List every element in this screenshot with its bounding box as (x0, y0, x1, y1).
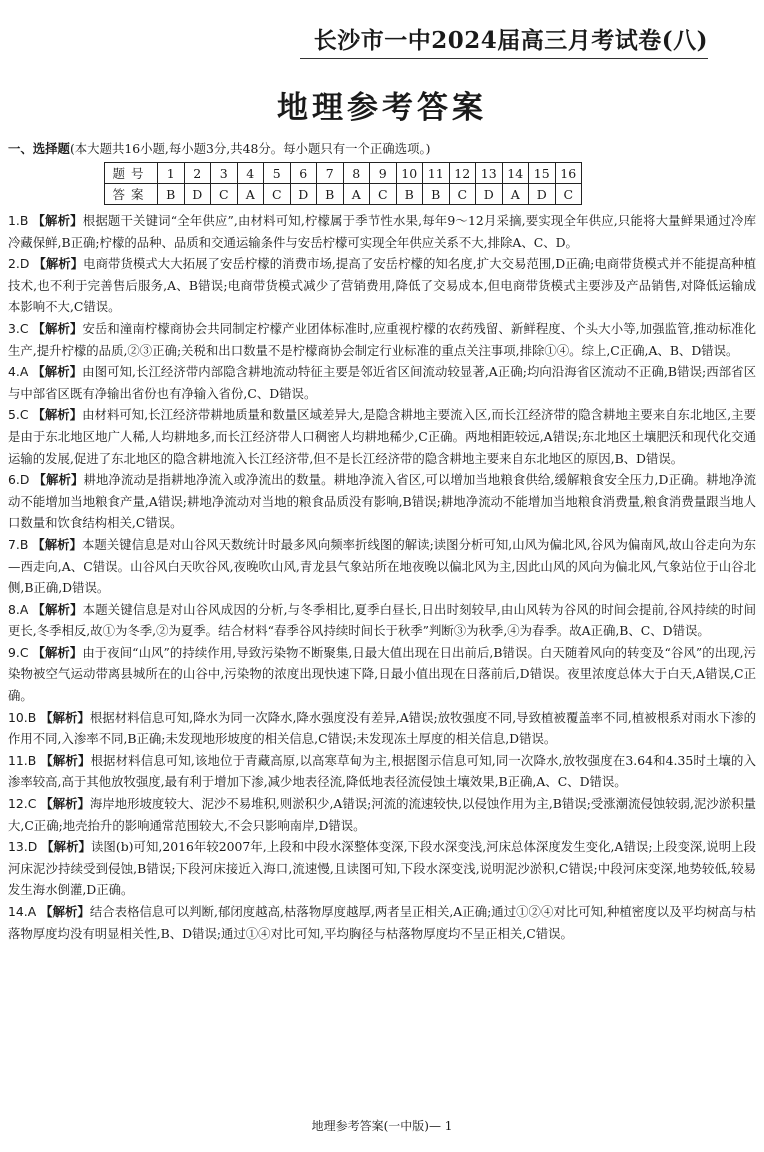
item-text: 由图可知,长江经济带内部隐含耕地流动特征主要是邻近省区间流动较显著,A正确;均向沿海省区流动不正确,B错误;西部省区与中部省区既有净输出省份也有净输入省份,C、D错误。 (8, 364, 757, 401)
explanation-item (8, 210, 756, 253)
question-number-cell: 12 (449, 163, 476, 184)
analysis-tag: 【解析】 (40, 709, 90, 725)
explanation-item (8, 534, 756, 599)
explanation-item (8, 469, 756, 534)
analysis-tag: 【解析】 (32, 213, 83, 228)
question-number-cell: 7 (317, 163, 344, 184)
question-number-cell: 16 (555, 163, 582, 184)
question-number-cell: 3 (211, 163, 238, 184)
question-number-cell: 14 (502, 163, 529, 184)
item-text: 由于夜间“山风”的持续作用,导致污染物不断聚集,日最大值出现在日出前后,B错误。白天随着风向的转变及“谷风”的出现,污染物被空气运动带离县城所在的山谷中,污染物的浓度出现快速下降,日最小值出现在日落前后,D错误。夜里浓度总体大于白天,A错误,C正确。 (8, 644, 756, 704)
question-number-cell: 10 (396, 163, 423, 184)
answer-cell: C (211, 184, 238, 205)
answer-row (105, 184, 582, 205)
page-footer: 地理参考答案(一中版)— 1 (311, 1119, 453, 1133)
doc-title: 地理参考答案 (277, 90, 487, 126)
item-text: 由材料可知,长江经济带耕地质量和数量区域差异大,是隐含耕地主要流入区,而长江经济带的隐含耕地主要来自东北地区,主要是由于东北地区地广人稀,人均耕地多,而长江经济带人口稠密人均耕地稀少,C正确。两地相距较远,A错误;东北地区土壤肥沃和现代化交通运输的发展,促进了东北地区的隐含耕地流入长江经济带,但不是长江经济带的隐含耕地主要来自东北地区的原因,B、D错误。 (8, 407, 756, 466)
answer-cell: B (158, 184, 185, 205)
answer-cell: C (370, 184, 397, 205)
explanation-item (8, 642, 756, 707)
item-number: 8.A (8, 601, 29, 617)
answer-cell: D (529, 184, 556, 205)
item-text: 安岳和潼南柠檬商协会共同制定柠檬产业团体标准时,应重视柠檬的农药残留、新鲜程度、个头大小等,加强监管,推动标准化生产,提升柠檬的品质,②③正确;关税和出口数量不是柠檬商协会制定行业标准的重点关注事项,排除①④。综上,C正确,A、B、D错误。 (8, 320, 756, 358)
item-number: 1.B (8, 213, 29, 228)
question-number-cell: 2 (184, 163, 211, 184)
explanation-item (8, 361, 756, 404)
question-number-cell: 15 (529, 163, 556, 184)
item-number: 2.D (8, 256, 30, 272)
explanation-item (8, 318, 756, 361)
item-number: 4.A (8, 364, 29, 380)
answer-cell: A (237, 184, 264, 205)
explanation-item (8, 404, 756, 469)
analysis-tag: 【解析】 (40, 904, 90, 919)
section-label: 一、选择题 (8, 141, 70, 156)
item-number: 7.B (8, 536, 29, 552)
analysis-tag: 【解析】 (32, 601, 83, 617)
section-note: (本大题共16小题,每小题3分,共48分。每小题只有一个正确选项。) (69, 141, 431, 156)
analysis-tag: 【解析】 (41, 839, 91, 855)
explanation-item (8, 793, 756, 836)
question-number-cell: 4 (237, 163, 264, 184)
question-number-cell: 9 (370, 163, 397, 184)
item-number: 12.C (8, 796, 37, 812)
row-label-answer: 答案 (105, 184, 158, 205)
analysis-tag: 【解析】 (32, 536, 82, 552)
question-number-cell: 11 (423, 163, 450, 184)
analysis-tag: 【解析】 (33, 256, 84, 272)
answer-cell: D (476, 184, 503, 205)
answer-cell: A (343, 184, 370, 205)
item-text: 本题关键信息是对山谷风成因的分析,与冬季相比,夏季白昼长,日出时刻较早,由山风转为谷风的时间会提前,谷风持续的时间更长,冬季相反,故①为冬季,②为夏季。结合材料“春季谷风持续时间长于秋季”判断③为秋季,④为春季。故A正确,B、C、D错误。 (8, 601, 756, 639)
item-text: 读图(b)可知,2016年较2007年,上段和中段水深整体变深,下段水深变浅,河床总体深度发生变化,A错误;上段变深,说明上段河床泥沙持续受到侵蚀,B错误;下段河床接近入海口,流速慢,且读图可知,下段水深变浅,说明泥沙淤积,C错误;中段河床变深,地势较低,较易发生海水倒灌,D正确。 (8, 839, 757, 898)
analysis-tag: 【解析】 (32, 644, 83, 660)
explanation-item (8, 836, 756, 901)
analysis-tag: 【解析】 (32, 407, 83, 423)
explanation-item (8, 750, 756, 793)
item-text: 本题关键信息是对山谷风天数统计时最多风向频率折线图的解读;读图分析可知,山风为偏北风,谷风为偏南风,故山谷走向为东—西走向,A、C错误。山谷风白天吹谷风,夜晚吹山风,青龙县气象站所在地夜晚以偏北风为主,因此山风的风向为偏北风,气象站位于山谷北侧,B正确,D错误。 (8, 536, 756, 596)
analysis-tag: 【解析】 (40, 752, 91, 768)
item-number: 13.D (8, 839, 38, 855)
answer-cell: C (449, 184, 476, 205)
question-number-cell: 6 (290, 163, 317, 184)
number-row (105, 163, 582, 184)
answer-cell: A (502, 184, 529, 205)
analysis-tag: 【解析】 (40, 796, 90, 812)
answer-cell: D (290, 184, 317, 205)
answer-cell: C (555, 184, 582, 205)
item-text: 电商带货模式大大拓展了安岳柠檬的消费市场,提高了安岳柠檬的知名度,扩大交易范围,D正确;电商带货模式并不能提高种植技术,也不利于完善售后服务,A、B错误;电商带货模式减少了营销费用,降低了交易成本,但电商带货模式主要涉及产品销售,对降低运输成本影响不大,C错误。 (8, 256, 756, 315)
explanation-item (8, 707, 756, 750)
analysis-tag: 【解析】 (32, 320, 83, 336)
analysis-tag: 【解析】 (33, 472, 84, 488)
answer-cell: B (317, 184, 344, 205)
exam-title: 长沙市一中2024届高三月考试卷(八) (313, 27, 708, 54)
answer-cell: D (184, 184, 211, 205)
item-text: 海岸地形坡度较大、泥沙不易堆积,则淤积少,A错误;河流的流速较快,以侵蚀作用为主,B错误;受涨潮流侵蚀较弱,泥沙淤积量大,C正确;地壳抬升的影响通常范围较大,不会只影响南岸,D错误。 (8, 796, 756, 833)
item-text: 根据材料信息可知,该地位于青藏高原,以高寒草甸为主,根据图示信息可知,同一次降水,放牧强度在3.64和4.35时土壤的入渗率较高,高于其他放牧强度,最有利于增加下渗,减少地表径流,降低地表径流侵蚀土壤效果,B正确,A、C、D错误。 (8, 752, 756, 790)
explanation-item (8, 253, 756, 318)
header-rule (300, 58, 708, 59)
answer-table (104, 162, 582, 205)
item-text: 根据材料信息可知,降水为同一次降水,降水强度没有差异,A错误;放牧强度不同,导致植被覆盖率不同,植被根系对雨水下渗的作用不同,入渗率不同,B正确;未发现地形坡度的相关信息,C错误;未发现冻土厚度的相关信息,D错误。 (8, 709, 756, 747)
item-text: 耕地净流动是指耕地净流入或净流出的数量。耕地净流入省区,可以增加当地粮食供给,缓解粮食安全压力,D正确。耕地净流动不能增加当地粮食产量,A错误;耕地净流动对当地的粮食品质没有影响,B错误;耕地净流动不能增加当地粮食消费量,粮食消费量跟当地人口数量和饮食结构相关,C错误。 (8, 472, 756, 531)
question-number-cell: 13 (476, 163, 503, 184)
item-number: 10.B (8, 709, 37, 725)
explanation-list (8, 210, 756, 944)
question-number-cell: 5 (264, 163, 291, 184)
item-text: 根据题干关键词“全年供应”,由材料可知,柠檬属于季节性水果,每年9～12月采摘,要实现全年供应,只能将大量鲜果通过冷库冷藏保鲜,B正确;柠檬的品种、品质和交通运输条件与安岳柠檬可实现全年供应关系不大,排除A、C、D。 (8, 213, 757, 250)
answer-cell: C (264, 184, 291, 205)
item-number: 3.C (8, 320, 29, 336)
answer-cell: B (423, 184, 450, 205)
answer-cell: B (396, 184, 423, 205)
explanation-item (8, 599, 756, 642)
item-text: 结合表格信息可以判断,郁闭度越高,枯落物厚度越厚,两者呈正相关,A正确;通过①②④对比可知,种植密度以及平均树高与枯落物厚度均没有明显相关性,B、D错误;通过①④对比可知,平均胸径与枯落物厚度均不呈正相关,C错误。 (8, 904, 756, 941)
item-number: 5.C (8, 407, 29, 423)
row-label-number: 题号 (105, 163, 158, 184)
item-number: 14.A (8, 904, 37, 919)
item-number: 9.C (8, 644, 29, 660)
analysis-tag: 【解析】 (32, 364, 83, 380)
item-number: 6.D (8, 472, 30, 488)
item-number: 11.B (8, 752, 37, 768)
explanation-item (8, 901, 756, 944)
section-heading (8, 139, 756, 157)
question-number-cell: 1 (158, 163, 185, 184)
question-number-cell: 8 (343, 163, 370, 184)
